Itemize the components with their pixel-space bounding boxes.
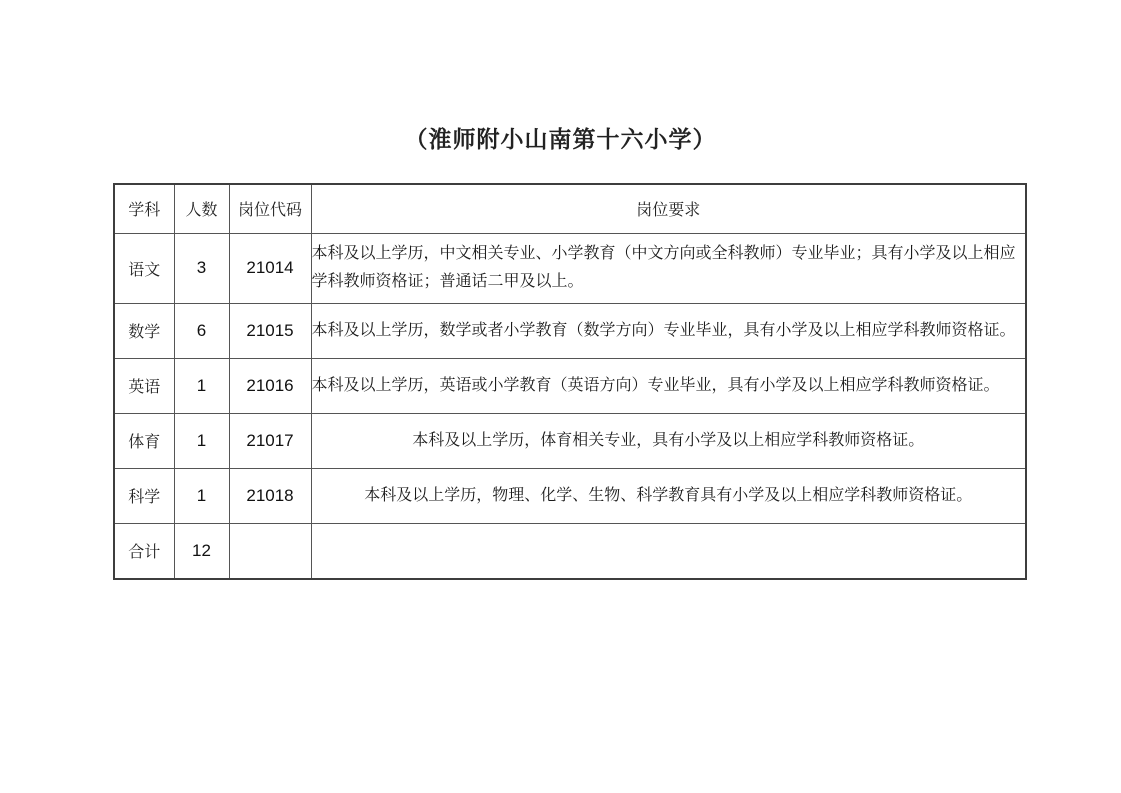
total-count-cell: 12: [174, 523, 229, 579]
subject-cell: 语文: [114, 233, 174, 303]
code-cell: 21018: [229, 468, 311, 523]
requirement-cell: 本科及以上学历，体育相关专业，具有小学及以上相应学科教师资格证。: [311, 413, 1026, 468]
count-cell: 6: [174, 303, 229, 358]
count-cell: 1: [174, 468, 229, 523]
requirement-cell: 本科及以上学历，数学或者小学教育（数学方向）专业毕业，具有小学及以上相应学科教师资格证。: [311, 303, 1026, 358]
table-row: [114, 468, 1026, 523]
requirement-cell: 本科及以上学历，英语或小学教育（英语方向）专业毕业，具有小学及以上相应学科教师资格证。: [311, 358, 1026, 413]
code-cell: 21017: [229, 413, 311, 468]
header-cell-subject: 学科: [114, 184, 174, 233]
subject-cell: 数学: [114, 303, 174, 358]
subject-cell: 科学: [114, 468, 174, 523]
subject-cell: 体育: [114, 413, 174, 468]
count-cell: 3: [174, 233, 229, 303]
job-positions-table: [113, 183, 1027, 580]
total-label-cell: 合计: [114, 523, 174, 579]
table-header-row: [114, 184, 1026, 233]
requirement-cell: 本科及以上学历，物理、化学、生物、科学教育具有小学及以上相应学科教师资格证。: [311, 468, 1026, 523]
table-total-row: [114, 523, 1026, 579]
requirement-cell: 本科及以上学历，中文相关专业、小学教育（中文方向或全科教师）专业毕业；具有小学及以上相应学科教师资格证；普通话二甲及以上。: [311, 233, 1026, 303]
code-cell: 21015: [229, 303, 311, 358]
header-cell-count: 人数: [174, 184, 229, 233]
count-cell: 1: [174, 413, 229, 468]
table-row: [114, 233, 1026, 303]
page-title: （淮师附小山南第十六小学）: [404, 127, 717, 152]
count-cell: 1: [174, 358, 229, 413]
table-row: [114, 303, 1026, 358]
subject-cell: 英语: [114, 358, 174, 413]
code-cell: 21016: [229, 358, 311, 413]
total-requirement-cell: [311, 523, 1026, 579]
table-row: [114, 413, 1026, 468]
header-cell-requirement: 岗位要求: [311, 184, 1026, 233]
table-row: [114, 358, 1026, 413]
code-cell: 21014: [229, 233, 311, 303]
total-code-cell: [229, 523, 311, 579]
header-cell-code: 岗位代码: [229, 184, 311, 233]
